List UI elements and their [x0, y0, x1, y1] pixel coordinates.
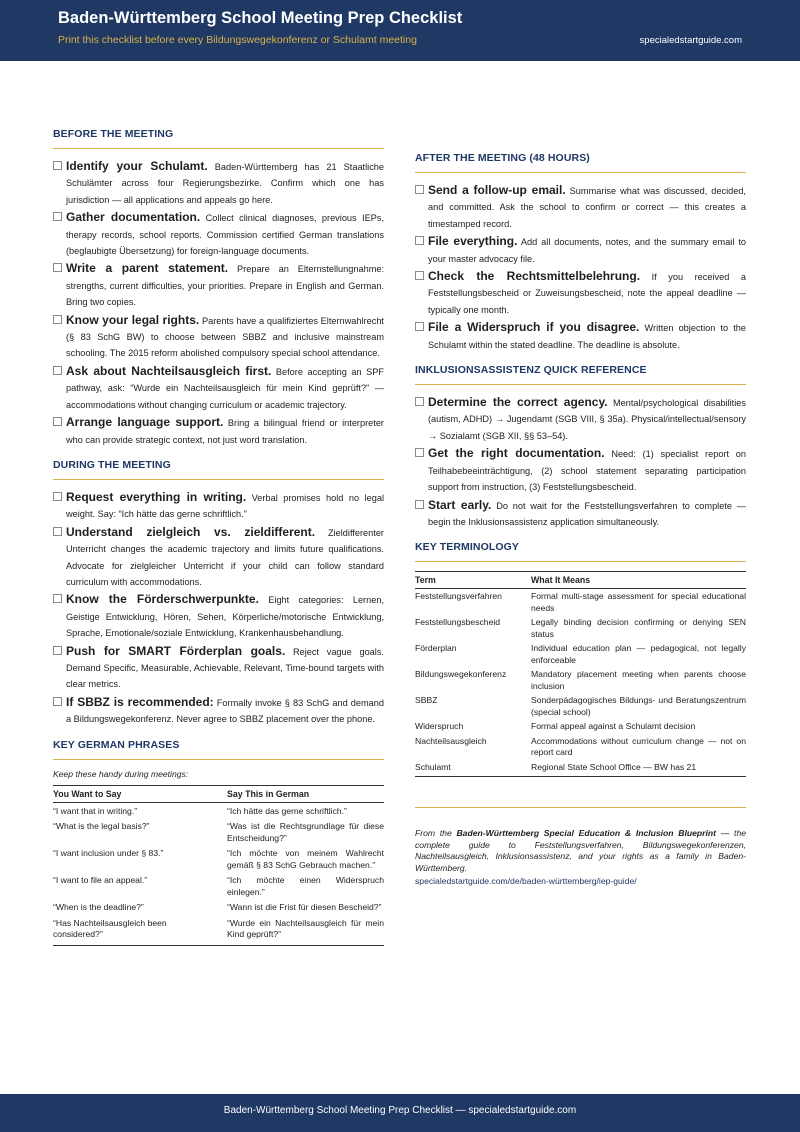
phrase-en: “What is the legal basis?” — [53, 821, 150, 832]
blueprint-url-link[interactable]: specialedstartguide.com/de/baden-württemberg/iep-guide/ — [415, 876, 637, 887]
item-lead: Arrange language support. — [66, 415, 224, 430]
table-row — [415, 641, 746, 667]
checklist-item — [53, 414, 384, 448]
term-meaning: Regional State School Office — BW has 21 — [531, 760, 746, 777]
section-inklusion — [415, 364, 746, 530]
section-phrases — [53, 739, 384, 946]
page-subtitle: Print this checklist before every Bildungswegekonferenz or Schulamt meeting — [58, 34, 417, 46]
item-text: Prepare an Elternstellungnahme: strengths, current difficulties, your priorities. Prepare in English and German. Bring two copies. — [66, 264, 385, 308]
item-text: Before accepting an SPF pathway, ask: “Wurde ein Nachteilsausgleich für mein Kind geprüft?” — accommodations without changing curriculum or academic trajectory. — [66, 366, 384, 410]
phrase-de: “Wann ist die Frist für diesen Bescheid?” — [227, 902, 382, 913]
item-lead: Get the right documentation. — [428, 446, 605, 461]
checkbox[interactable] — [415, 271, 424, 280]
blueprint-prefix: From the — [415, 828, 457, 839]
term-meaning: Legally binding decision confirming or denying SEN status — [531, 617, 746, 639]
table-row — [53, 899, 384, 915]
right-column — [415, 152, 746, 886]
section-heading-phrases: KEY GERMAN PHRASES — [53, 739, 384, 760]
phrase-de: “Wurde ein Nachteilsausgleich für mein Kind geprüft?” — [213, 915, 384, 946]
phrase-en: “I want that in writing.” — [53, 805, 138, 816]
item-lead: Push for SMART Förderplan goals. — [66, 643, 286, 658]
table-row — [415, 615, 746, 641]
checkbox[interactable] — [53, 417, 62, 426]
terminology-table — [415, 571, 746, 777]
checklist-inklusion — [415, 394, 746, 530]
table-row — [415, 734, 746, 760]
section-heading-during: DURING THE MEETING — [53, 459, 384, 480]
item-text: Eight categories: Lernen, Geistige Entwicklung, Hören, Sehen, Körperliche/motorische Entwicklung, Sprache, Emotionale/soziale Entwicklung, Krankenhausbehandlung. — [66, 595, 384, 639]
item-lead: Check the Rechtsmittelbelehrung. — [428, 269, 641, 284]
checkbox[interactable] — [415, 236, 424, 245]
item-lead: Start early. — [428, 497, 492, 512]
phrase-de: “Ich möchte einen Widerspruch einlegen.” — [227, 875, 384, 897]
checklist-item — [415, 182, 746, 232]
item-text: If you received a Feststellungsbescheid or Zuweisungsbescheid, note the appeal deadline — typically one month. — [428, 272, 746, 315]
page-header — [0, 0, 800, 61]
phrase-de: “Was ist die Rechtsgrundlage für diese Entscheidung?” — [227, 821, 384, 843]
blueprint-text — [415, 828, 746, 874]
page-footer — [0, 1094, 800, 1132]
term: Feststellungsbescheid — [415, 617, 501, 628]
checklist-item — [415, 394, 746, 444]
checkbox[interactable] — [53, 697, 62, 706]
section-heading-after: AFTER THE MEETING (48 HOURS) — [415, 152, 746, 173]
checklist-item — [415, 445, 746, 495]
item-lead: Identify your Schulamt. — [66, 159, 208, 173]
item-lead: Gather documentation. — [66, 210, 201, 225]
phrases-col-header-en: You Want to Say — [53, 785, 213, 802]
item-text: Zieldifferenter Unterricht changes the academic trajectory and limits future qualifications. Advocate for zielgleicher Unterricht if your child can follow standard curriculum with accommodations. — [66, 527, 384, 587]
item-text: Bring a bilingual friend or interpreter who can provide strategic context, not just word translation. — [66, 418, 384, 445]
item-text: Do not wait for the Feststellungsverfahren to complete — begin the Inklusionsassistenz application simultaneously. — [428, 500, 746, 527]
item-text: Written objection to the Schulamt within the stated deadline. The deadline is absolute. — [428, 323, 747, 350]
term-meaning: Sonderpädagogisches Bildungs- und Beratungszentrum (special school) — [531, 695, 746, 717]
item-lead: Write a parent statement. — [66, 261, 229, 276]
checklist-item — [53, 158, 384, 208]
checklist-item — [53, 489, 384, 523]
item-text: Formally invoke § 83 SchG and demand a Bildungswegekonferenz. Never agree to SBBZ placement over the phone. — [66, 697, 384, 725]
item-lead: Send a follow-up email. — [428, 183, 566, 197]
checklist-item — [53, 363, 384, 413]
checklist-item — [415, 319, 746, 353]
checklist-during — [53, 489, 384, 728]
header-site-link[interactable]: specialedstartguide.com — [639, 35, 742, 46]
item-lead: Know your legal rights. — [66, 312, 200, 327]
phrases-col-header-de: Say This in German — [213, 785, 384, 802]
terminology-col-header-term: Term — [415, 572, 531, 589]
phrase-en: “I want to file an appeal.” — [53, 875, 148, 886]
item-lead: Understand zielgleich vs. zieldifferent. — [66, 524, 316, 539]
checklist-item — [53, 260, 384, 310]
term: SBBZ — [415, 695, 438, 706]
checklist-item — [415, 268, 746, 318]
checkbox[interactable] — [53, 646, 62, 655]
section-heading-terminology: KEY TERMINOLOGY — [415, 541, 746, 562]
item-text: Add all documents, notes, and the summary email to your master advocacy file. — [428, 237, 746, 264]
checkbox[interactable] — [415, 448, 424, 457]
term-meaning: Formal multi-stage assessment for special educational needs — [531, 591, 746, 613]
table-row — [53, 818, 384, 845]
item-text: Mental/psychological disabilities (autism, ADHD) → Jugendamt (SGB VIII, § 35a). Physical/intellectual/sensory → Sozialamt (SGB XII, §§ 53–54). — [428, 398, 746, 441]
term-meaning: Accommodations without curriculum change — not on report card — [531, 735, 746, 758]
phrase-en: “When is the deadline?” — [53, 902, 144, 913]
term: Bildungswegekonferenz — [415, 669, 507, 680]
term-meaning: Formal appeal against a Schulamt decision — [531, 721, 696, 732]
table-row — [415, 719, 746, 734]
footer-text: Baden-Württemberg School Meeting Prep Checklist — specialedstartguide.com — [223, 1105, 577, 1116]
page-title: Baden-Württemberg School Meeting Prep Checklist — [58, 9, 463, 27]
term: Nachteilsausgleich — [415, 735, 487, 746]
table-row — [415, 667, 746, 693]
phrase-de: “Ich hätte das gerne schriftlich.” — [227, 805, 347, 816]
phrase-en: “I want inclusion under § 83.” — [53, 848, 164, 859]
checkbox[interactable] — [415, 500, 424, 509]
item-text: Verbal promises hold no legal weight. Say: “Ich hätte das gerne schriftlich.” — [66, 492, 384, 520]
section-after — [415, 152, 746, 353]
checklist-item — [53, 209, 384, 259]
item-text: Need: (1) specialist report on Teilhabebeeinträchtigung, (2) school statement separating participation support from instruction, (3) Feststellungsbescheid. — [428, 449, 747, 493]
checkbox[interactable] — [53, 161, 62, 170]
term-meaning: Mandatory placement meeting when parents choose inclusion — [531, 669, 746, 691]
checklist-item — [415, 233, 746, 267]
section-during — [53, 459, 384, 728]
table-row — [53, 845, 384, 872]
checklist-item — [415, 497, 746, 531]
checklist-item — [53, 643, 384, 693]
table-row — [415, 760, 746, 777]
table-row — [53, 802, 384, 818]
terminology-col-header-meaning: What It Means — [531, 572, 746, 589]
checkbox[interactable] — [415, 185, 424, 194]
section-heading-inklusion: INKLUSIONSASSISTENZ QUICK REFERENCE — [415, 364, 746, 385]
section-terminology — [415, 541, 746, 777]
item-lead: Request everything in writing. — [66, 489, 247, 504]
term: Schulamt — [415, 760, 531, 777]
table-row — [53, 915, 384, 946]
phrase-de: “Ich möchte von meinem Wahlrecht gemäß § 83 SchG Gebrauch machen.” — [227, 848, 384, 870]
item-lead: Determine the correct agency. — [428, 395, 608, 410]
term: Widerspruch — [415, 721, 464, 732]
phrases-table — [53, 785, 384, 946]
table-row — [415, 589, 746, 616]
item-lead: Ask about Nachteilsausgleich first. — [66, 363, 272, 378]
item-text: Parents have a qualifiziertes Elternwahlrecht (§ 83 SchG BW) to choose between SBBZ and inclusive mainstream schooling. The 2015 reform abolished compulsory special school attendance. — [66, 315, 384, 359]
term: Förderplan — [415, 643, 457, 654]
phrases-note: Keep these handy during meetings: — [53, 768, 189, 779]
phrase-en: “Has Nachteilsausgleich been considered?” — [53, 915, 213, 946]
checkbox[interactable] — [415, 322, 424, 331]
blueprint-suffix: — the complete guide to Feststellungsverfahren, Bildungswegekonferenzen, Nachteilsausgleich, Inklusionsassistenz, and your rights as a family in Baden-Württemberg. — [415, 828, 746, 873]
item-lead: File everything. — [428, 234, 518, 249]
blueprint-note — [415, 807, 746, 886]
item-lead: If SBBZ is recommended: — [66, 694, 214, 709]
item-lead: File a Widerspruch if you disagree. — [428, 320, 640, 335]
blueprint-title: Baden-Württemberg Special Education & Inclusion Blueprint — [456, 828, 716, 839]
checklist-item — [53, 524, 384, 591]
checkbox[interactable] — [415, 397, 424, 406]
left-column — [53, 128, 384, 957]
checklist-before — [53, 158, 384, 448]
checkbox[interactable] — [53, 527, 62, 536]
checkbox[interactable] — [53, 263, 62, 272]
checkbox[interactable] — [53, 315, 62, 324]
checkbox[interactable] — [53, 594, 62, 603]
item-text: Summarise what was discussed, decided, and committed. Ask the school to confirm or correct — this creates a timestamped record. — [428, 186, 746, 229]
section-heading-before: BEFORE THE MEETING — [53, 128, 384, 149]
checkbox[interactable] — [53, 366, 62, 375]
checklist-item — [53, 591, 384, 641]
section-before — [53, 128, 384, 448]
term: Feststellungsverfahren — [415, 591, 502, 602]
checklist-item — [53, 694, 384, 728]
table-row — [53, 872, 384, 899]
table-row — [415, 693, 746, 719]
item-text: Collect clinical diagnoses, previous IEPs, therapy records, school reports. Commission certified German translations (beglaubigte Übersetzung) for foreign-language documents. — [66, 213, 384, 257]
item-text: Reject vague goals. Demand Specific, Measurable, Achievable, Relevant, Time-bound targets with clear metrics. — [66, 646, 384, 690]
item-text: Baden-Württemberg has 21 Staatliche Schulämter across four Regierungsbezirke. Confirm which one has jurisdiction — all applications and appeals go here. — [66, 162, 385, 205]
checklist-item — [53, 312, 384, 362]
checkbox[interactable] — [53, 492, 62, 501]
item-lead: Know the Förderschwerpunkte. — [66, 592, 259, 607]
term-meaning: Individual education plan — pedagogical, not legally enforceable — [531, 643, 746, 665]
checklist-after — [415, 182, 746, 353]
checkbox[interactable] — [53, 212, 62, 221]
